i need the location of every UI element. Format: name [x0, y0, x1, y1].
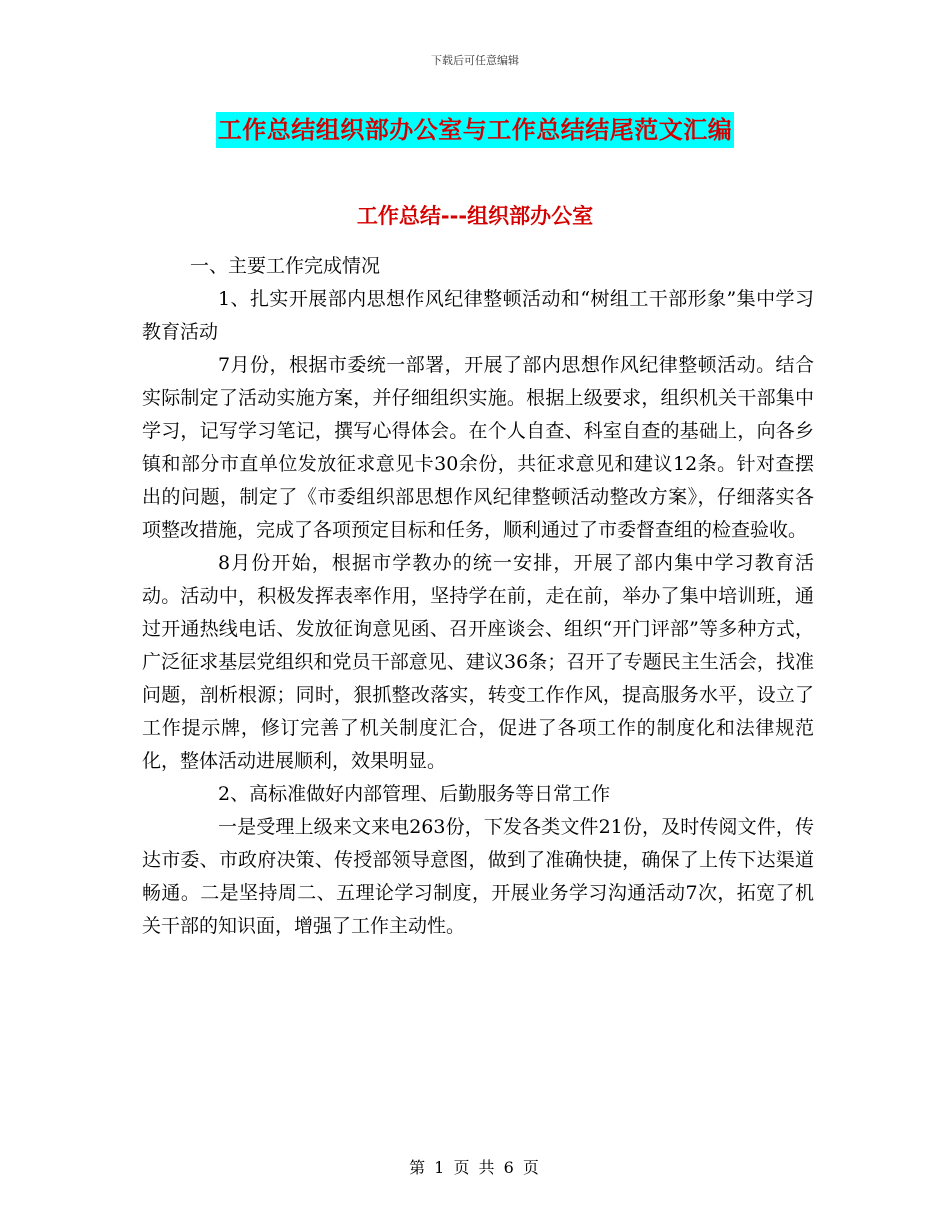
subsection-heading: 2、高标准做好内部管理、后勤服务等日常工作 [218, 783, 611, 805]
sub-title: 工作总结---组织部办公室 [356, 204, 594, 228]
header-note: 下载后可任意编辑 [431, 54, 519, 67]
main-title: 工作总结组织部办公室与工作总结结尾范文汇编 [216, 112, 735, 148]
page-footer: 第 1 页 共 6 页 [409, 1158, 541, 1177]
body-paragraph: 8月份开始，根据市学教办的统一安排，开展了部内集中学习教育活动。活动中，积极发挥表率作用，坚持学在前，走在前，举办了集中培训班，通过开通热线电话、发放征询意见函、召开座谈会、组织“开门评部”等多种方式，广泛征求基层党组织和党员干部意见、建议36条；召开了专题民主生活会，找准问题，剖析根源；同时，狠抓整改落实，转变工作作风，提高服务水平，设立了工作提示牌，修订完善了机关制度汇合，促进了各项工作的制度化和法律规范化，整体活动进展顺利，效果明显。 [142, 552, 814, 772]
body-paragraph: 7月份，根据市委统一部署，开展了部内思想作风纪律整顿活动。结合实际制定了活动实施方案，并仔细组织实施。根据上级要求，组织机关干部集中学习，记写学习笔记，撰写心得体会。在个人自查、科室自查的基础上，向各乡镇和部分市直单位发放征求意见卡30余份，共征求意见和建议12条。针对查摆出的问题，制定了《市委组织部思想作风纪律整顿活动整改方案》，仔细落实各项整改措施，完成了各项预定目标和任务，顺利通过了市委督查组的检查验收。 [142, 354, 814, 541]
subsection-heading: 1、扎实开展部内思想作风纪律整顿活动和“树组工干部形象”集中学习教育活动 [142, 288, 814, 343]
body-paragraph: 一是受理上级来文来电263份，下发各类文件21份，及时传阅文件，传达市委、市政府决策、传授部领导意图，做到了准确快捷，确保了上传下达渠道畅通。二是坚持周二、五理论学习制度，开展业务学习沟通活动7次，拓宽了机关干部的知识面，增强了工作主动性。 [142, 816, 814, 937]
section-heading: 一、主要工作完成情况 [190, 255, 381, 277]
main-title-container [0, 112, 950, 148]
document-body [142, 250, 814, 943]
